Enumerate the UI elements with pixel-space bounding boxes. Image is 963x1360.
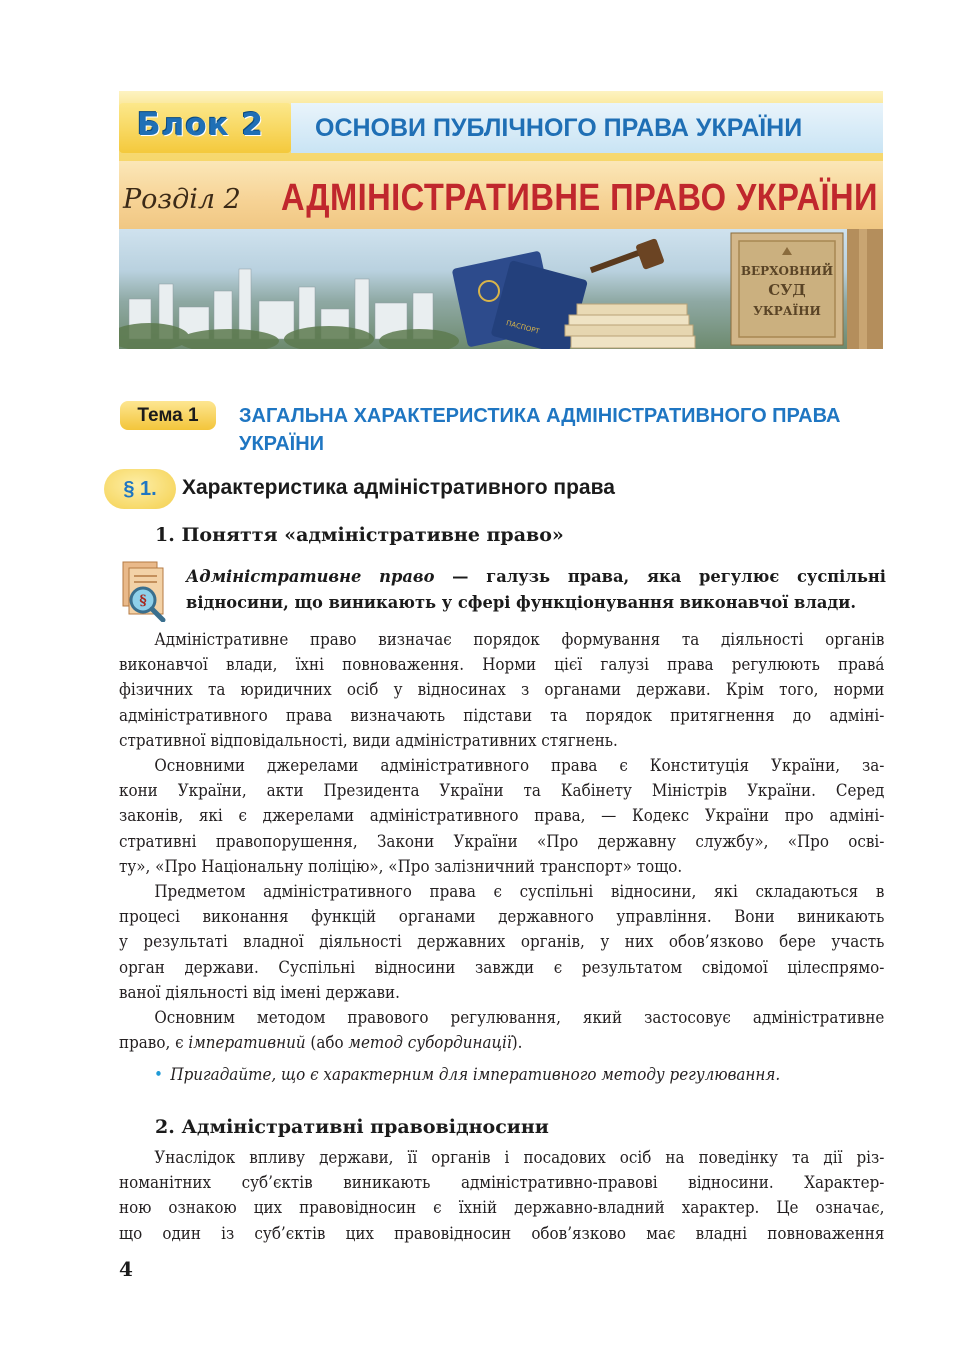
text-line: процесі виконання функцій органами державного управління. Вони виникають	[119, 907, 885, 927]
city-law-collage-image	[119, 229, 883, 349]
text-line: виконавчої влади, їхні повноваження. Норми цієї галузі права регулюють права́	[119, 655, 885, 675]
subsection-heading-2: 2. Адміністративні правовідносини	[155, 1116, 549, 1138]
text-line: Основними джерелами адміністративного права є Конституція України, за-	[154, 756, 885, 776]
text-line: Адміністративне право визначає порядок формування та діяльності органів	[154, 630, 885, 649]
subsection-heading-1: 1. Поняття «адміністративне право»	[155, 524, 564, 546]
section-word: Розділ 2	[123, 184, 241, 215]
topic-badge: Тема 1	[120, 401, 216, 430]
text-line: стративні правопорушення, Закони України «Про державну службу», «Про освi-	[119, 831, 885, 851]
text-line: Унаслідок впливу держави, її органів і посадових осіб на поведінку та дії різ-	[154, 1148, 885, 1167]
text-line: фізичних та юридичних осіб у відносинах з органами держави. Крім того, норми	[119, 680, 885, 700]
text-fragment: ).	[511, 1033, 523, 1053]
text-line: у результаті владної діяльності державних органів, у них обов’язково бере участь	[119, 932, 885, 952]
block-title: ОСНОВИ ПУБЛІЧНОГО ПРАВА УКРАЇНИ	[315, 114, 803, 142]
body-text-section-2	[119, 1145, 885, 1246]
text-line: ною ознакою цих правовідносин є їхній державно-владний характер. Це означає,	[119, 1198, 885, 1218]
text-line: ту», «Про Національну поліцію», «Про залізничний транспорт» тощо.	[119, 856, 683, 876]
passport-label: ПАСПОРТ	[505, 319, 541, 336]
paragraph-badge: § 1.	[104, 469, 176, 509]
text-line: ваної діяльності від імені держави.	[119, 982, 400, 1002]
court-sign-line-2: СУД	[768, 281, 806, 299]
text-fragment: право, є	[119, 1033, 189, 1053]
text-line: орган держави. Суспільні відносини завжди є результатом свідомої цілеспрямо-	[119, 957, 885, 977]
text-fragment: (або	[305, 1033, 349, 1053]
banner-photo-collage	[119, 229, 883, 349]
text-line: адміністративного права визначають підстави та порядок притягнення до адміні-	[119, 705, 885, 725]
paragraph-title: Характеристика адміністративного права	[182, 476, 615, 499]
text-line: Основним методом правового регулювання, який застосовує адміністративне	[154, 1008, 885, 1028]
definition-icon	[117, 560, 175, 622]
definition-body: — галузь права, яка регулює суспільні відносини, що виникають у сфері функціонування виконавчої влади.	[186, 567, 886, 612]
court-sign-line-1: ВЕРХОВНИЙ	[740, 264, 834, 278]
bullet-icon: •	[154, 1065, 163, 1084]
page-number: 4	[119, 1257, 133, 1281]
definition-text	[186, 564, 886, 616]
definition-term: Адміністративне право	[186, 567, 435, 586]
emphasis-imperative: імперативний	[188, 1033, 306, 1053]
section-title: АДМІНІСТРАТИВНЕ ПРАВО УКРАЇНИ	[281, 177, 878, 219]
svg-text:§: §	[139, 593, 147, 609]
court-sign-line-3: УКРАЇНИ	[753, 304, 821, 318]
text-line: Предметом адміністративного права є суспільні відносини, які складаються в	[154, 882, 885, 902]
reminder-question	[154, 1065, 780, 1084]
reminder-text: Пригадайте, що є характерним для імперативного методу регулювання.	[170, 1065, 781, 1084]
body-text-section-1	[119, 627, 885, 1055]
text-line: номанітних суб’єктів виникають адміністративно-правові відносини. Характер-	[119, 1173, 885, 1193]
topic-title: ЗАГАЛЬНА ХАРАКТЕРИСТИКА АДМІНІСТРАТИВНОГО ПРАВА УКРАЇНИ	[239, 405, 841, 455]
block-label: Блок 2	[137, 107, 265, 143]
emphasis-subordination: метод субординації	[348, 1033, 512, 1053]
text-line-method	[119, 1030, 884, 1055]
text-line: кони України, акти Президента України та Кабінету Міністрів України. Серед	[119, 781, 885, 801]
text-line: стративної відповідальності, види адміністративних стягнень.	[119, 730, 618, 750]
header-banner	[119, 91, 883, 349]
text-line: законів, які є джерелами адміністративного права, — Кодекс України про адміні-	[119, 806, 885, 826]
text-line: що один із суб’єктів цих правовідносин обов’язково має владні повноваження	[119, 1223, 885, 1243]
